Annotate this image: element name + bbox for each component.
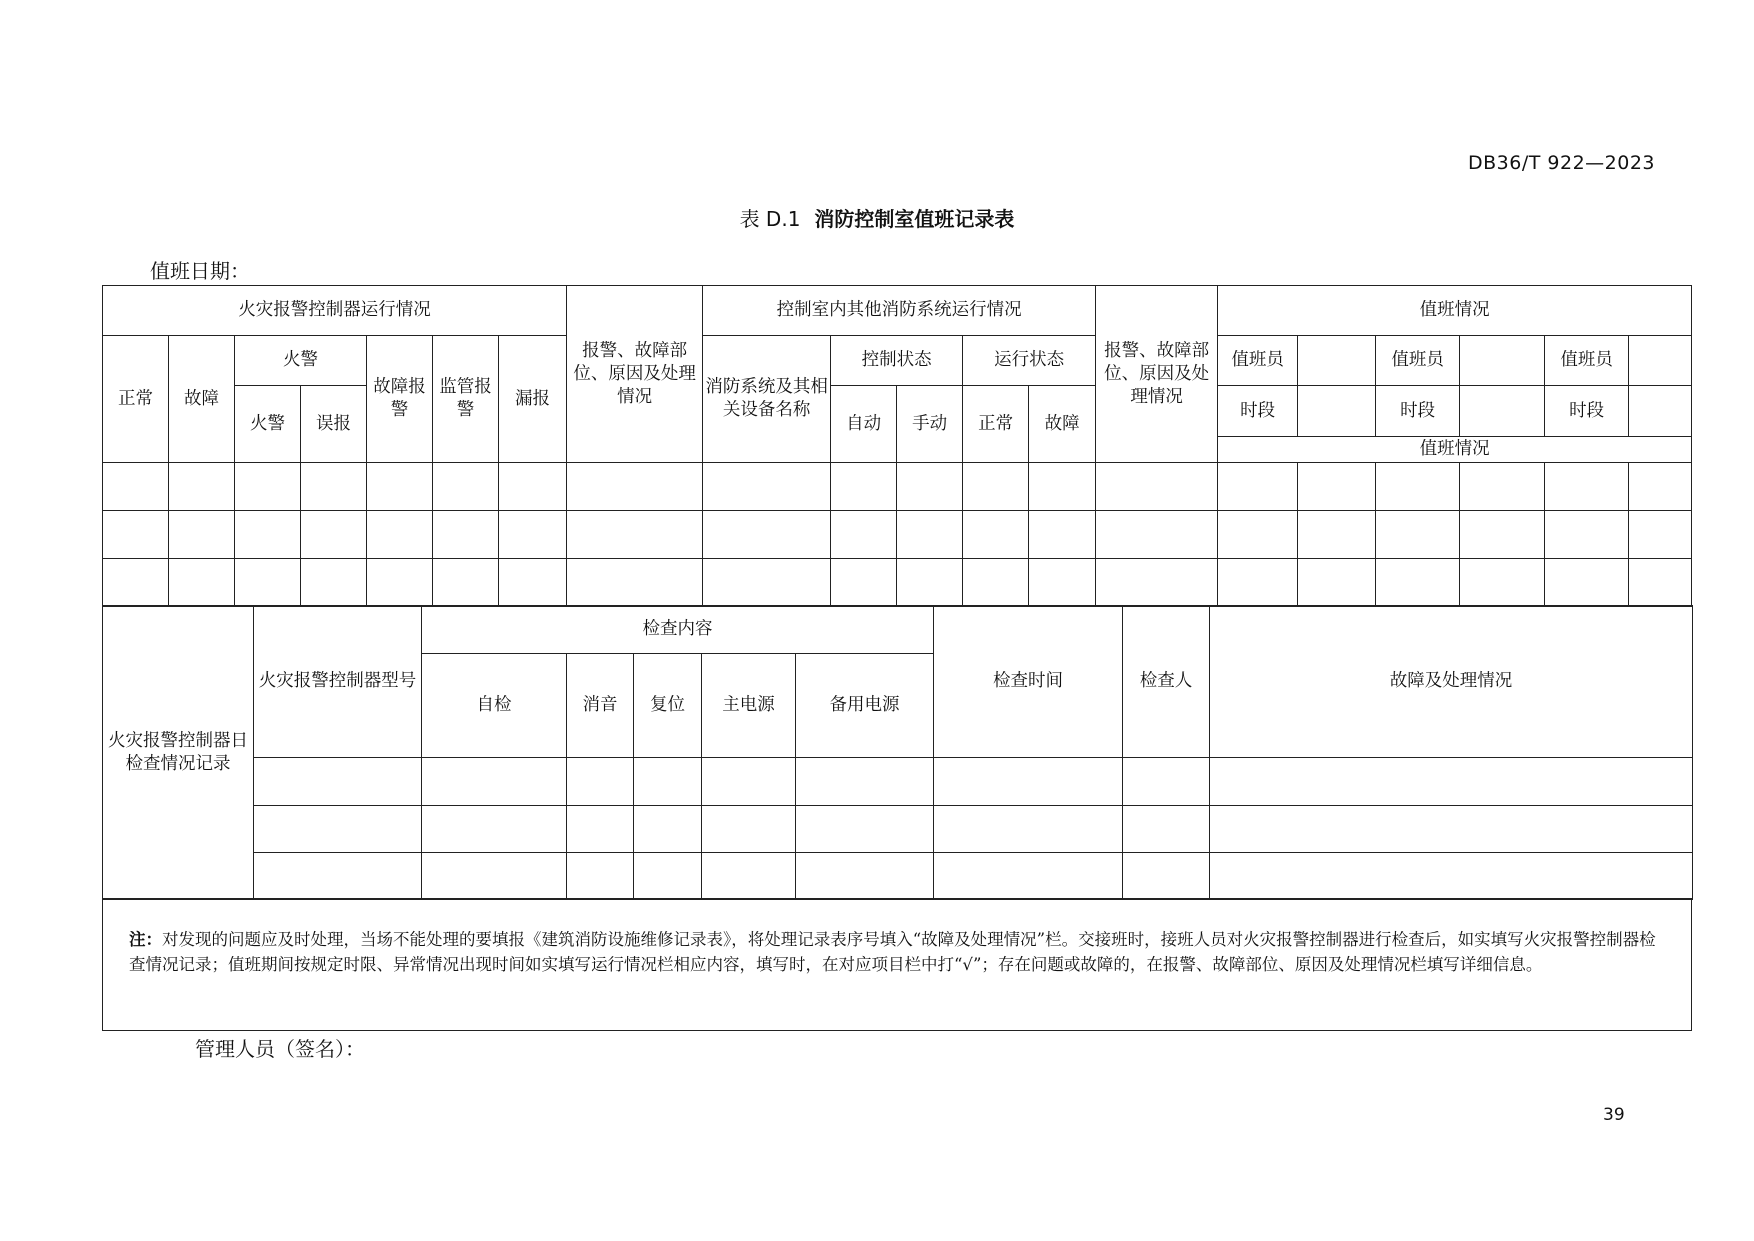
period-value-2[interactable] xyxy=(1460,386,1545,437)
col-fire-alarm: 火警 xyxy=(235,386,301,463)
col-backup-power: 备用电源 xyxy=(796,654,934,758)
col-fault: 故障 xyxy=(169,336,235,463)
period-value-1[interactable] xyxy=(1298,386,1376,437)
col-main-power: 主电源 xyxy=(702,654,796,758)
run-status-header: 运行状态 xyxy=(963,336,1096,386)
col-self-check: 自检 xyxy=(422,654,567,758)
period-label-3: 时段 xyxy=(1545,386,1629,437)
col-silence: 消音 xyxy=(567,654,634,758)
duty-officer-label-3: 值班员 xyxy=(1545,336,1629,386)
period-value-3[interactable] xyxy=(1629,386,1692,437)
period-label-1: 时段 xyxy=(1218,386,1298,437)
col-system-name: 消防系统及其相关设备名称 xyxy=(703,336,831,463)
table-row xyxy=(103,463,1692,511)
page-number: 39 xyxy=(1603,1105,1625,1125)
note xyxy=(103,899,1692,1031)
inspector-header: 检查人 xyxy=(1123,606,1210,758)
other-systems-header: 控制室内其他消防系统运行情况 xyxy=(703,286,1096,336)
fire-alarm-group-header: 火警 xyxy=(235,336,367,386)
check-time-header: 检查时间 xyxy=(934,606,1123,758)
duty-record-table xyxy=(102,285,1692,607)
col-run-fault: 故障 xyxy=(1029,386,1096,463)
table-number: 表 D.1 xyxy=(739,207,801,231)
control-status-header: 控制状态 xyxy=(831,336,963,386)
alarm-fault-location-header-1: 报警、故障部位、原因及处理情况 xyxy=(567,286,703,463)
duty-officer-value-1[interactable] xyxy=(1298,336,1376,386)
fault-handling-header: 故障及处理情况 xyxy=(1210,606,1693,758)
note-box xyxy=(102,898,1692,1031)
duty-officer-label-2: 值班员 xyxy=(1376,336,1460,386)
controller-check-table xyxy=(102,605,1693,900)
col-fault-alarm: 故障报警 xyxy=(367,336,433,463)
duty-subheader: 值班情况 xyxy=(1218,437,1692,463)
col-false-alarm: 误报 xyxy=(301,386,367,463)
table-row xyxy=(103,758,1693,806)
duty-header: 值班情况 xyxy=(1218,286,1692,336)
note-text: 对发现的问题应及时处理，当场不能处理的要填报《建筑消防设施维修记录表》，将处理记录表序号填入“故障及处理情况”栏。交接班时，接班人员对火灾报警控制器进行检查后，如实填写火灾报警控制器检查情况记录；值班期间按规定时限、异常情况出现时间如实填写运行情况栏相应内容，填写时，在对应项目栏中打“√”；存在问题或故障的，在报警、故障部位、原因及处理情况栏填写详细信息。 xyxy=(129,930,1656,974)
col-normal: 正常 xyxy=(103,336,169,463)
alarm-controller-header: 火灾报警控制器运行情况 xyxy=(103,286,567,336)
note-label: 注： xyxy=(129,930,162,949)
col-manual: 手动 xyxy=(897,386,963,463)
col-reset: 复位 xyxy=(634,654,702,758)
table-row xyxy=(103,853,1693,900)
duty-officer-value-2[interactable] xyxy=(1460,336,1545,386)
table-title-text: 消防控制室值班记录表 xyxy=(814,207,1015,231)
table-row xyxy=(103,511,1692,559)
period-label-2: 时段 xyxy=(1376,386,1460,437)
manager-signature-label: 管理人员（签名）： xyxy=(195,1037,365,1061)
check-content-header: 检查内容 xyxy=(422,606,934,654)
document-code: DB36/T 922—2023 xyxy=(1468,152,1656,174)
alarm-fault-location-header-2: 报警、故障部位、原因及处理情况 xyxy=(1096,286,1218,463)
duty-date-label: 值班日期： xyxy=(150,259,250,283)
table-row xyxy=(103,559,1692,607)
controller-model-header: 火灾报警控制器型号 xyxy=(254,606,422,758)
col-auto: 自动 xyxy=(831,386,897,463)
table-title xyxy=(0,203,1754,232)
col-run-normal: 正常 xyxy=(963,386,1029,463)
table-row xyxy=(103,806,1693,853)
daily-check-row-label: 火灾报警控制器日检查情况记录 xyxy=(103,606,254,900)
col-missed-report: 漏报 xyxy=(499,336,567,463)
duty-officer-label-1: 值班员 xyxy=(1218,336,1298,386)
duty-officer-value-3[interactable] xyxy=(1629,336,1692,386)
col-supervisory-alarm: 监管报警 xyxy=(433,336,499,463)
